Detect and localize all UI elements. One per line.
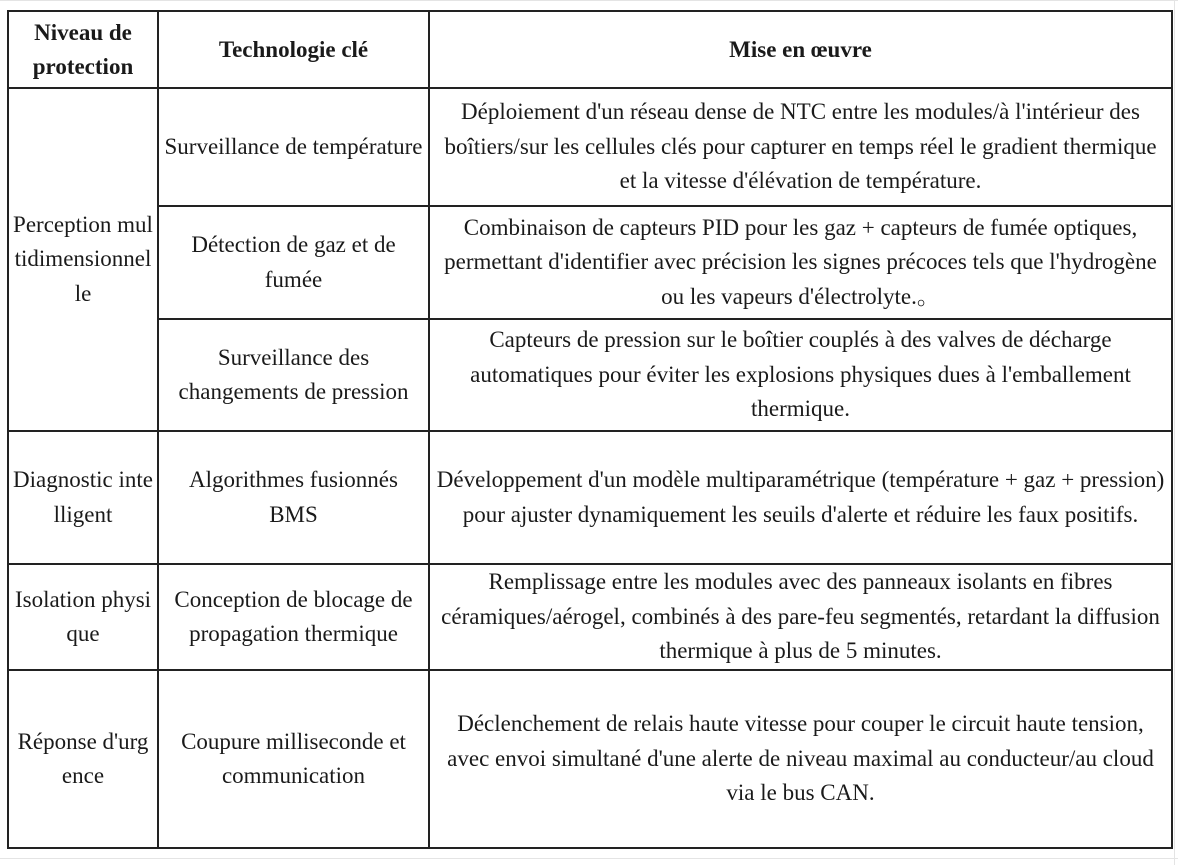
header-implementation[interactable]: Mise en œuvre [429,11,1172,88]
gridline-right [1174,0,1175,865]
table-row [8,319,1172,431]
technology-cell[interactable]: Coupure milliseconde et communication [158,670,429,848]
table-row [8,88,1172,206]
technology-cell[interactable]: Détection de gaz et de fumée [158,206,429,319]
technology-cell[interactable]: Surveillance des changements de pression [158,319,429,431]
level-cell-perception[interactable]: Perception multidimensionnelle [8,88,158,431]
implementation-cell[interactable]: Capteurs de pression sur le boîtier couplés à des valves de décharge automatiques pour éviter les explosions physiques dues à l'emballement thermique. [429,319,1172,431]
protection-table [7,10,1173,849]
implementation-cell[interactable]: Remplissage entre les modules avec des panneaux isolants en fibres céramiques/aérogel, combinés à des pare-feu segmentés, retardant la diffusion thermique à plus de 5 minutes. [429,564,1172,670]
header-technology[interactable]: Technologie clé [158,11,429,88]
technology-cell[interactable]: Surveillance de température [158,88,429,206]
header-level[interactable]: Niveau de protection [8,11,158,88]
table-row [8,206,1172,319]
implementation-cell[interactable]: Déclenchement de relais haute vitesse pour couper le circuit haute tension, avec envoi simultané d'une alerte de niveau maximal au conducteur/au cloud via le bus CAN. [429,670,1172,848]
gridline-top [0,0,1178,1]
header-row [8,11,1172,88]
table-row [8,431,1172,564]
implementation-cell[interactable]: Déploiement d'un réseau dense de NTC entre les modules/à l'intérieur des boîtiers/sur les cellules clés pour capturer en temps réel le gradient thermique et la vitesse d'élévation de température. [429,88,1172,206]
level-cell-isolation[interactable]: Isolation physique [8,564,158,670]
implementation-cell[interactable]: Développement d'un modèle multiparamétrique (température + gaz + pression) pour ajuster dynamiquement les seuils d'alerte et réduire les faux positifs. [429,431,1172,564]
table-row [8,564,1172,670]
level-cell-diagnostic[interactable]: Diagnostic intelligent [8,431,158,564]
technology-cell[interactable]: Algorithmes fusionnés BMS [158,431,429,564]
level-cell-response[interactable]: Réponse d'urgence [8,670,158,848]
gridline-bottom [0,858,1178,859]
table-row [8,670,1172,848]
technology-cell[interactable]: Conception de blocage de propagation thermique [158,564,429,670]
implementation-cell[interactable]: Combinaison de capteurs PID pour les gaz + capteurs de fumée optiques, permettant d'identifier avec précision les signes précoces tels que l'hydrogène ou les vapeurs d'électrolyte.。 [429,206,1172,319]
